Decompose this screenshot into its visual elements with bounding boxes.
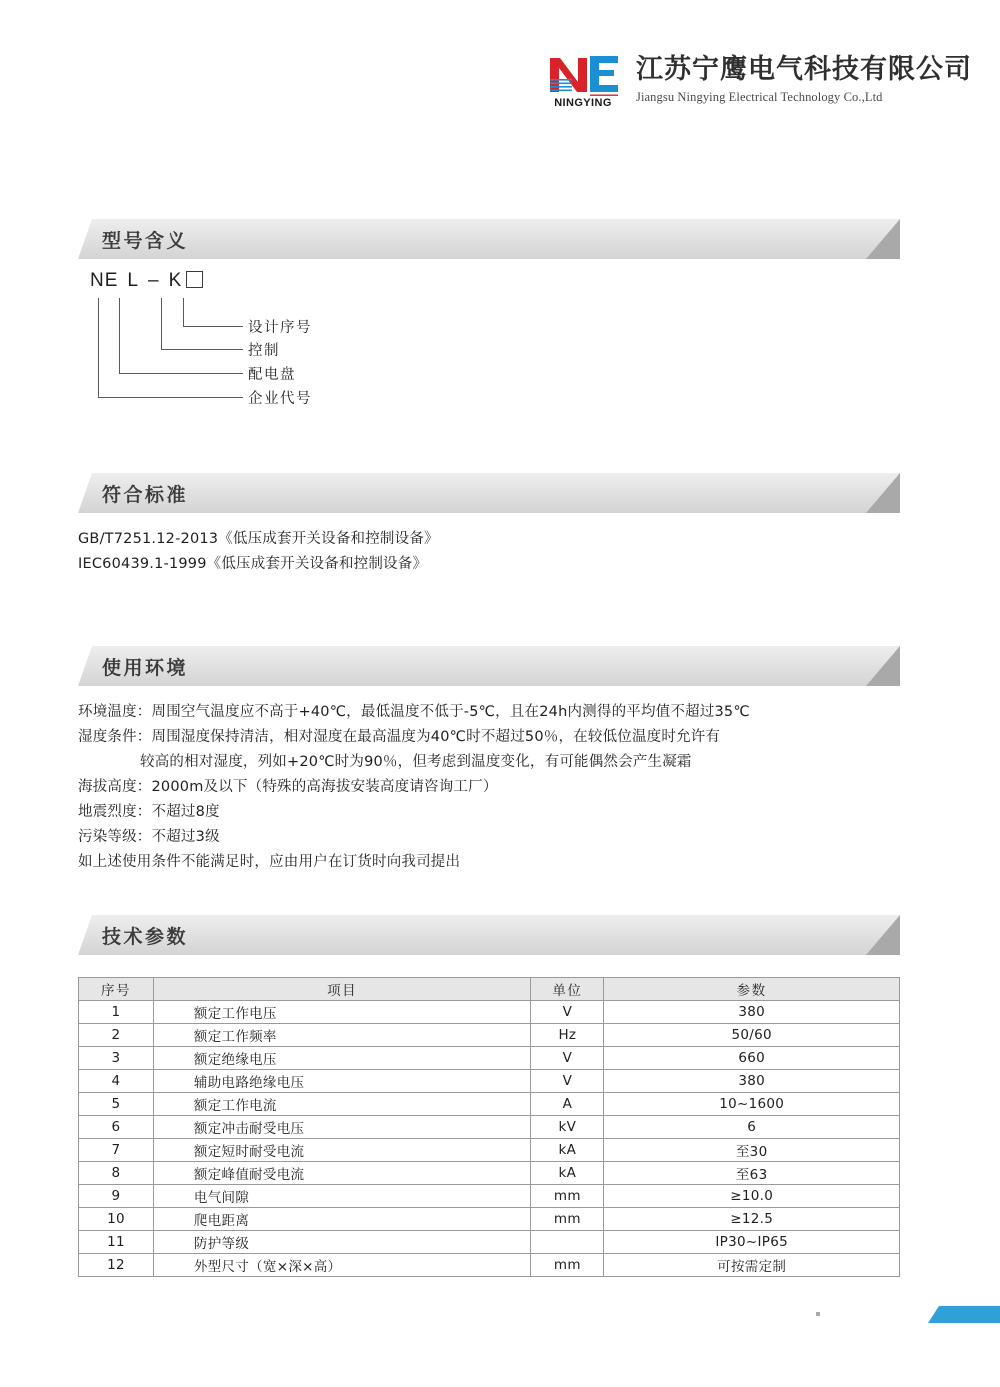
environment-line: 较高的相对湿度，列如+20℃时为90％，但考虑到温度变化，有可能偶然会产生凝霜 xyxy=(140,754,692,770)
cell-item: 爬电距离 xyxy=(153,1208,530,1231)
model-code-box-icon xyxy=(186,271,203,288)
cell-item: 外型尺寸（宽×深×高） xyxy=(153,1254,530,1277)
cell-no: 11 xyxy=(79,1231,154,1254)
table-row xyxy=(79,1001,900,1024)
section-header-specs xyxy=(78,915,900,955)
table-header-row xyxy=(79,978,900,1001)
company-logo-icon xyxy=(544,48,622,110)
column-header-no: 序号 xyxy=(79,978,154,1001)
cell-no: 12 xyxy=(79,1254,154,1277)
leader-enterprise-code xyxy=(98,298,243,397)
section-title-specs: 技术参数 xyxy=(102,925,189,948)
environment-line: 海拔高度：2000m及以下（特殊的高海拔安装高度请咨询工厂） xyxy=(78,779,498,795)
cell-no: 10 xyxy=(79,1208,154,1231)
footer-accent-shape xyxy=(928,1306,1000,1323)
logo-wordmark: NINGYING xyxy=(554,97,612,109)
cell-unit: mm xyxy=(531,1254,604,1277)
label-distribution-panel: 配电盘 xyxy=(248,367,296,383)
cell-item: 额定工作电压 xyxy=(153,1001,530,1024)
cell-item: 额定冲击耐受电压 xyxy=(153,1116,530,1139)
cell-no: 8 xyxy=(79,1162,154,1185)
environment-line: 湿度条件：周围湿度保持清洁，相对湿度在最高温度为40℃时不超过50％，在较低位温度时允许有 xyxy=(78,729,721,745)
cell-value: ≥10.0 xyxy=(604,1185,900,1208)
section-bar-background xyxy=(78,473,900,513)
environment-line: 地震烈度：不超过8度 xyxy=(78,804,220,820)
column-header-unit: 单位 xyxy=(531,978,604,1001)
table-row xyxy=(79,1208,900,1231)
cell-unit xyxy=(531,1231,604,1254)
cell-no: 7 xyxy=(79,1139,154,1162)
model-code-k: K xyxy=(168,270,183,291)
cell-item: 额定工作频率 xyxy=(153,1024,530,1047)
section-bar-background xyxy=(78,915,900,955)
table-row xyxy=(79,1093,900,1116)
cell-no: 5 xyxy=(79,1093,154,1116)
section-bar-background xyxy=(78,219,900,259)
company-name-cn: 江苏宁鹰电气科技有限公司 xyxy=(636,53,972,85)
section-header-environment xyxy=(78,646,900,686)
model-code-ne: NE xyxy=(90,270,119,291)
standards-line: IEC60439.1-1999《低压成套开关设备和控制设备》 xyxy=(78,556,428,572)
model-code-row xyxy=(90,270,203,292)
table-row xyxy=(79,1254,900,1277)
cell-item: 额定工作电流 xyxy=(153,1093,530,1116)
cell-value: 至63 xyxy=(604,1162,900,1185)
table-row xyxy=(79,1185,900,1208)
table-body xyxy=(79,1001,900,1277)
model-designation-diagram xyxy=(78,270,478,410)
standards-text-block xyxy=(78,527,439,577)
cell-unit: Hz xyxy=(531,1024,604,1047)
label-design-serial: 设计序号 xyxy=(248,320,312,336)
label-enterprise-code: 企业代号 xyxy=(248,391,312,407)
column-header-item: 项目 xyxy=(153,978,530,1001)
section-title-environment: 使用环境 xyxy=(102,656,189,679)
environment-text-block xyxy=(78,700,750,875)
cell-item: 辅助电路绝缘电压 xyxy=(153,1070,530,1093)
table-row xyxy=(79,1024,900,1047)
cell-value: IP30~IP65 xyxy=(604,1231,900,1254)
cell-unit: V xyxy=(531,1047,604,1070)
section-bar-background xyxy=(78,646,900,686)
environment-line: 环境温度：周围空气温度应不高于+40℃，最低温度不低于-5℃，且在24h内测得的平均值不超过35℃ xyxy=(78,704,750,720)
cell-no: 6 xyxy=(79,1116,154,1139)
cell-item: 额定峰值耐受电流 xyxy=(153,1162,530,1185)
model-code-dash: – xyxy=(147,270,160,291)
cell-item: 额定短时耐受电流 xyxy=(153,1139,530,1162)
company-header xyxy=(544,48,972,110)
cell-unit: V xyxy=(531,1070,604,1093)
table-row xyxy=(79,1047,900,1070)
cell-no: 1 xyxy=(79,1001,154,1024)
environment-line: 污染等级：不超过3级 xyxy=(78,829,220,845)
cell-value: 10~1600 xyxy=(604,1093,900,1116)
technical-parameters-table xyxy=(78,977,900,1277)
table-row xyxy=(79,1116,900,1139)
cell-unit: mm xyxy=(531,1208,604,1231)
cell-value: 50/60 xyxy=(604,1024,900,1047)
cell-unit: A xyxy=(531,1093,604,1116)
footer-speck-mark xyxy=(816,1312,820,1316)
cell-value: 380 xyxy=(604,1070,900,1093)
cell-value: 至30 xyxy=(604,1139,900,1162)
table-row xyxy=(79,1139,900,1162)
table-row xyxy=(79,1231,900,1254)
section-title-model: 型号含义 xyxy=(102,229,189,252)
cell-unit: kA xyxy=(531,1139,604,1162)
cell-no: 4 xyxy=(79,1070,154,1093)
column-header-value: 参数 xyxy=(604,978,900,1001)
cell-unit: kV xyxy=(531,1116,604,1139)
cell-unit: mm xyxy=(531,1185,604,1208)
section-header-standards xyxy=(78,473,900,513)
environment-line: 如上述使用条件不能满足时，应由用户在订货时向我司提出 xyxy=(78,854,461,870)
cell-value: 660 xyxy=(604,1047,900,1070)
cell-unit: V xyxy=(531,1001,604,1024)
table-row xyxy=(79,1070,900,1093)
cell-no: 9 xyxy=(79,1185,154,1208)
cell-value: ≥12.5 xyxy=(604,1208,900,1231)
cell-no: 3 xyxy=(79,1047,154,1070)
company-name-block xyxy=(636,54,972,104)
cell-value: 380 xyxy=(604,1001,900,1024)
cell-item: 额定绝缘电压 xyxy=(153,1047,530,1070)
company-name-en: Jiangsu Ningying Electrical Technology Co.,Ltd xyxy=(636,89,883,104)
cell-unit: kA xyxy=(531,1162,604,1185)
label-control: 控制 xyxy=(248,343,280,359)
standards-line: GB/T7251.12-2013《低压成套开关设备和控制设备》 xyxy=(78,531,439,547)
cell-value: 可按需定制 xyxy=(604,1254,900,1277)
cell-no: 2 xyxy=(79,1024,154,1047)
model-code-l: L xyxy=(127,270,139,291)
cell-item: 防护等级 xyxy=(153,1231,530,1254)
section-title-standards: 符合标准 xyxy=(102,483,189,506)
section-header-model xyxy=(78,219,900,259)
cell-item: 电气间隙 xyxy=(153,1185,530,1208)
cell-value: 6 xyxy=(604,1116,900,1139)
table-row xyxy=(79,1162,900,1185)
